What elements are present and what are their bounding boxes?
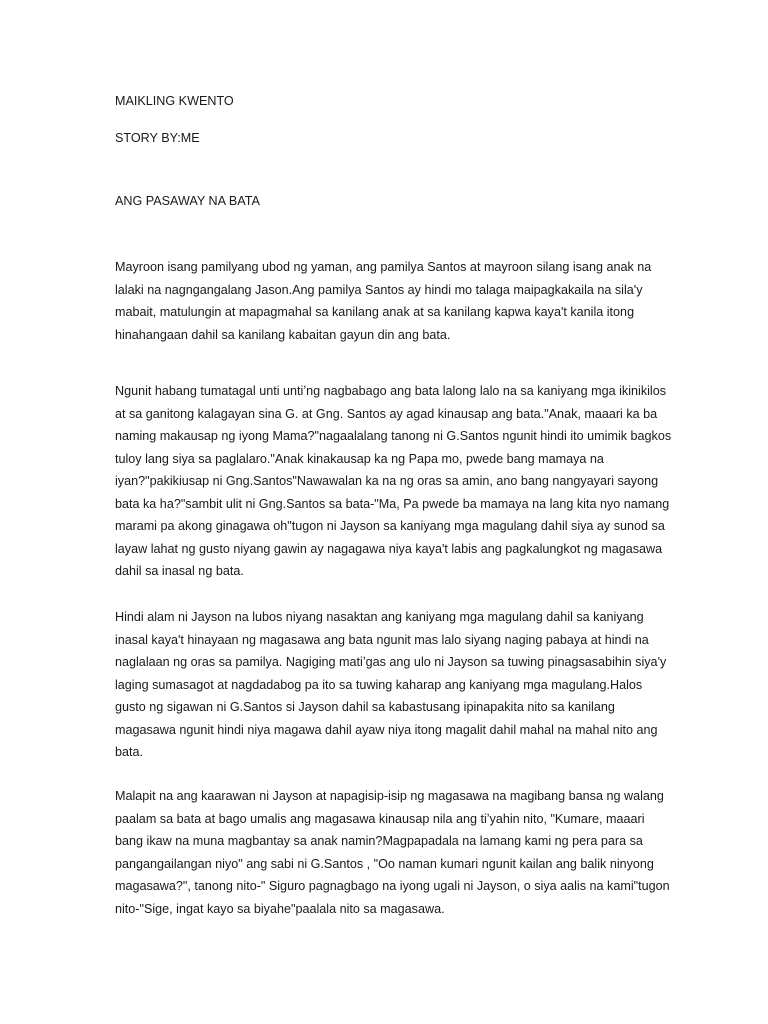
document-byline: STORY BY:ME <box>115 131 200 145</box>
story-title: ANG PASAWAY NA BATA <box>115 194 260 208</box>
story-paragraph-4: Malapit na ang kaarawan ni Jayson at napagisip-isip ng magasawa na magibang bansa ng walang paalam sa bata at bago umalis ang magasawa kinausap nila ang tiʼyahin nito, "Kumare, maaari bang ikaw na muna magbantay sa anak namin?Magpapadala na lamang kami ng pera para sa pangangailangan niyo" ang sabi ni G.Santos , "Oo naman kumari ngunit kailan ang balik ninyong magasawa?", tanong nito-" Siguro pagnagbago na iyong ugali ni Jayson, o siya aalis na kami"tugon nito-"Sige, ingat kayo sa biyahe"paalala nito sa magasawa. <box>115 789 670 916</box>
story-paragraph-3: Hindi alam ni Jayson na lubos niyang nasaktan ang kaniyang mga magulang dahil sa kaniyang inasal kaya't hinayaan ng magasawa ang bata ngunit mas lalo siyang naging pabaya at hindi na naglalaan ng oras sa pamilya. Nagiging matiʼgas ang ulo ni Jayson sa tuwing pinagsasabihin siya'y laging sumasagot at nagdadabog pa ito sa tuwing kaharap ang kaniyang mga magulang.Halos gusto ng sigawan ni G.Santos si Jayson dahil sa kabastusang ipinapakita nito sa kanilang magasawa ngunit hindi niya magawa dahil ayaw niya itong magalit dahil mahal na mahal nito ang bata. <box>115 610 667 759</box>
story-paragraph-2: Ngunit habang tumatagal unti untiʼng nagbabago ang bata lalong lalo na sa kaniyang mga ikinikilos at sa ganitong kalagayan sina G. at Gng. Santos ay agad kinausap ang bata."Anak, maaari ka ba naming makausap ng iyong Mama?"nagaalalang tanong ni G.Santos ngunit hindi ito umimik bagkos tuloy lang siya sa paglalaro."Anak kinakausap ka ng Papa mo, pwede bang mamaya na iyan?"pakikiusap ni Gng.Santos"Nawawalan ka na ng oras sa amin, ano bang nangyayari sayong bata ka ha?"sambit ulit ni Gng.Santos sa bata-"Ma, Pa pwede ba mamaya na lang kita nyo namang marami pa akong ginagawa oh"tugon ni Jayson sa kaniyang mga magulang dahil siya ay sunod sa layaw lahat ng gusto niyang gawin ay nagagawa niya kaya't labis ang pagkalungkot ng magasawa dahil sa inasal ng bata. <box>115 384 672 578</box>
story-paragraph-1: Mayroon isang pamilyang ubod ng yaman, ang pamilya Santos at mayroon silang isang anak na lalaki na nagngangalang Jason.Ang pamilya Santos ay hindi mo talaga maipagkakaila na sila'y mabait, matulungin at mapagmahal sa kanilang anak at sa kanilang kapwa kaya't kanila itong hinahangaan dahil sa kanilang kabaitan gayun din ang bata. <box>115 260 652 342</box>
document-heading-maikling-kwento: MAIKLING KWENTO <box>115 94 234 108</box>
